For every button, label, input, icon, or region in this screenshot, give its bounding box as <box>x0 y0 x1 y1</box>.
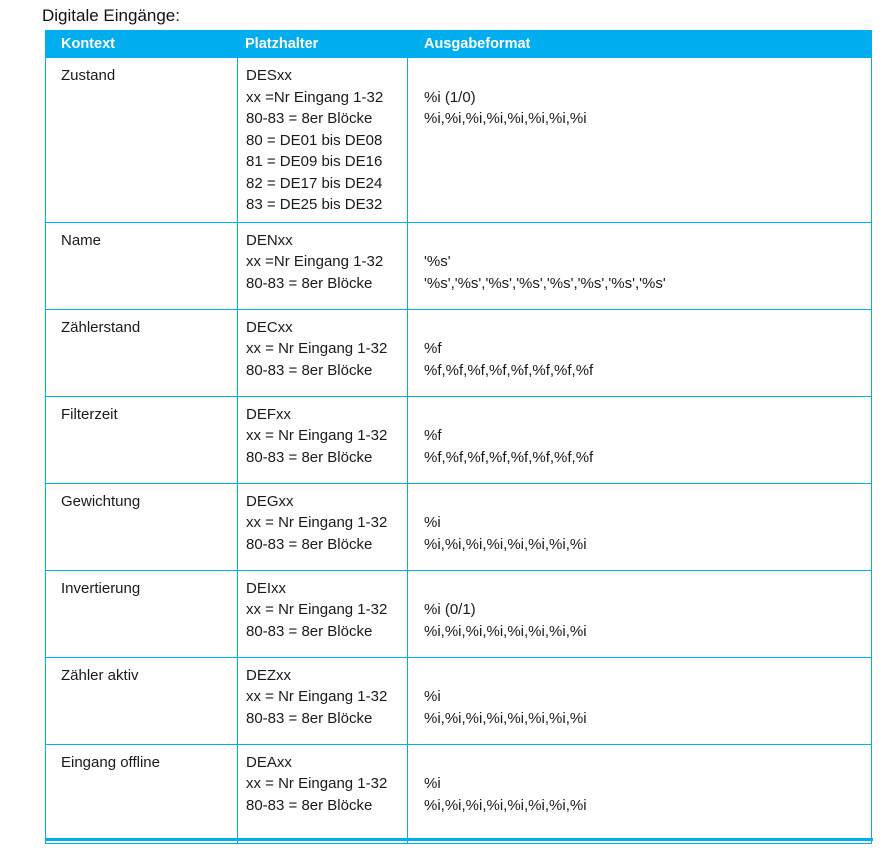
kontext-label: Zählerstand <box>61 318 141 336</box>
kontext-label: Invertierung <box>61 579 141 597</box>
platzhalter-line: 80-83 = 8er Blöcke <box>246 535 373 553</box>
ausgabeformat-line: %f,%f,%f,%f,%f,%f,%f,%f <box>424 361 594 379</box>
cell-kontext <box>46 484 237 570</box>
ausgabeformat-line: %i,%i,%i,%i,%i,%i,%i,%i <box>424 535 587 553</box>
kontext-label: Gewichtung <box>61 492 141 510</box>
platzhalter-line: xx =Nr Eingang 1-32 <box>246 88 384 106</box>
ausgabeformat-line: %i <box>424 514 441 531</box>
platzhalter-line: DEAxx <box>246 753 292 771</box>
kontext-label: Eingang offline <box>61 753 160 771</box>
table-row <box>46 57 871 222</box>
ausgabeformat-line: %i <box>424 688 441 705</box>
platzhalter-line: 80-83 = 8er Blöcke <box>246 622 373 640</box>
cell-ausgabeformat <box>408 658 871 744</box>
ausgabeformat-line: '%s' <box>424 253 451 270</box>
ausgabeformat-line: %f <box>424 427 442 444</box>
kontext-label: Zustand <box>61 67 116 84</box>
ausgabeformat-line: %i <box>424 775 441 792</box>
cell-ausgabeformat <box>408 484 871 570</box>
ausgabeformat-line: %i,%i,%i,%i,%i,%i,%i,%i <box>424 622 587 640</box>
page-title: Digitale Eingänge: <box>42 6 180 25</box>
table-header-row <box>46 30 871 57</box>
cell-kontext <box>46 58 237 222</box>
kontext-label: Name <box>61 231 102 249</box>
table-body <box>46 57 871 843</box>
cell-platzhalter <box>237 223 408 309</box>
platzhalter-line: xx = Nr Eingang 1-32 <box>246 514 388 531</box>
ausgabeformat-line <box>424 752 871 774</box>
table-row <box>46 222 871 309</box>
platzhalter-line: 80-83 = 8er Blöcke <box>246 709 373 727</box>
header-cell-ausgabeformat: Ausgabeformat <box>424 35 531 52</box>
kontext-label: Zähler aktiv <box>61 666 139 684</box>
platzhalter-line: 80-83 = 8er Blöcke <box>246 274 373 292</box>
cell-ausgabeformat <box>408 58 871 222</box>
ausgabeformat-line: %i,%i,%i,%i,%i,%i,%i,%i <box>424 110 587 127</box>
platzhalter-line: xx = Nr Eingang 1-32 <box>246 601 388 618</box>
platzhalter-line: 80-83 = 8er Blöcke <box>246 110 373 127</box>
ausgabeformat-line: %f,%f,%f,%f,%f,%f,%f,%f <box>424 448 594 466</box>
platzhalter-line: xx = Nr Eingang 1-32 <box>246 340 388 357</box>
cell-ausgabeformat <box>408 397 871 483</box>
ausgabeformat-line: %i,%i,%i,%i,%i,%i,%i,%i <box>424 709 587 727</box>
kontext-label: Filterzeit <box>61 405 118 423</box>
platzhalter-line: DEFxx <box>246 405 291 423</box>
platzhalter-line: 80-83 = 8er Blöcke <box>246 448 373 466</box>
table-row <box>46 570 871 657</box>
table-row <box>46 396 871 483</box>
cell-platzhalter <box>237 310 408 396</box>
ausgabeformat-line <box>424 404 871 426</box>
platzhalter-line: DEIxx <box>246 579 287 597</box>
ausgabeformat-line <box>424 230 871 252</box>
cell-platzhalter <box>237 745 408 843</box>
cell-platzhalter <box>237 571 408 657</box>
cell-platzhalter <box>237 58 408 222</box>
cell-kontext <box>46 310 237 396</box>
table-row <box>46 309 871 396</box>
ausgabeformat-line: %i (1/0) <box>424 88 476 106</box>
platzhalter-line: xx = Nr Eingang 1-32 <box>246 427 388 444</box>
platzhalter-line: DEZxx <box>246 666 291 684</box>
ausgabeformat-line: %i,%i,%i,%i,%i,%i,%i,%i <box>424 796 587 814</box>
platzhalter-line: 82 = DE17 bis DE24 <box>246 174 383 192</box>
platzhalter-line: 80-83 = 8er Blöcke <box>246 361 373 379</box>
platzhalter-line: DECxx <box>246 318 293 336</box>
ausgabeformat-line <box>424 578 871 600</box>
cell-kontext <box>46 571 237 657</box>
platzhalter-line: DESxx <box>246 67 292 84</box>
cell-ausgabeformat <box>408 310 871 396</box>
platzhalter-line: 83 = DE25 bis DE32 <box>246 196 383 213</box>
platzhalter-line: DEGxx <box>246 492 294 510</box>
cell-kontext <box>46 223 237 309</box>
cell-kontext <box>46 745 237 843</box>
cell-kontext <box>46 397 237 483</box>
header-cell-kontext: Kontext <box>61 35 115 52</box>
table-row <box>46 744 871 843</box>
platzhalter-line: 80 = DE01 bis DE08 <box>246 131 383 149</box>
cell-platzhalter <box>237 484 408 570</box>
platzhalter-line: xx = Nr Eingang 1-32 <box>246 775 388 792</box>
cell-ausgabeformat <box>408 571 871 657</box>
cell-kontext <box>46 658 237 744</box>
ausgabeformat-line: %i (0/1) <box>424 601 476 618</box>
cell-ausgabeformat <box>408 223 871 309</box>
platzhalter-line: 81 = DE09 bis DE16 <box>246 153 383 170</box>
cell-platzhalter <box>237 397 408 483</box>
table-row <box>46 657 871 744</box>
platzhalter-line: DENxx <box>246 231 293 249</box>
ausgabeformat-line <box>424 665 871 687</box>
ausgabeformat-line: %f <box>424 340 442 357</box>
header-cell-platzhalter: Platzhalter <box>245 35 319 52</box>
platzhalter-line: xx =Nr Eingang 1-32 <box>246 253 384 270</box>
ausgabeformat-line: '%s','%s','%s','%s','%s','%s','%s','%s' <box>424 274 666 292</box>
bottom-divider <box>45 838 873 841</box>
ausgabeformat-line <box>424 317 871 339</box>
table-row <box>46 483 871 570</box>
platzhalter-line: 80-83 = 8er Blöcke <box>246 796 373 814</box>
cell-platzhalter <box>237 658 408 744</box>
platzhalter-line: xx = Nr Eingang 1-32 <box>246 688 388 705</box>
data-table <box>45 30 872 844</box>
cell-ausgabeformat <box>408 745 871 843</box>
ausgabeformat-line <box>424 491 871 513</box>
ausgabeformat-line <box>424 65 871 87</box>
